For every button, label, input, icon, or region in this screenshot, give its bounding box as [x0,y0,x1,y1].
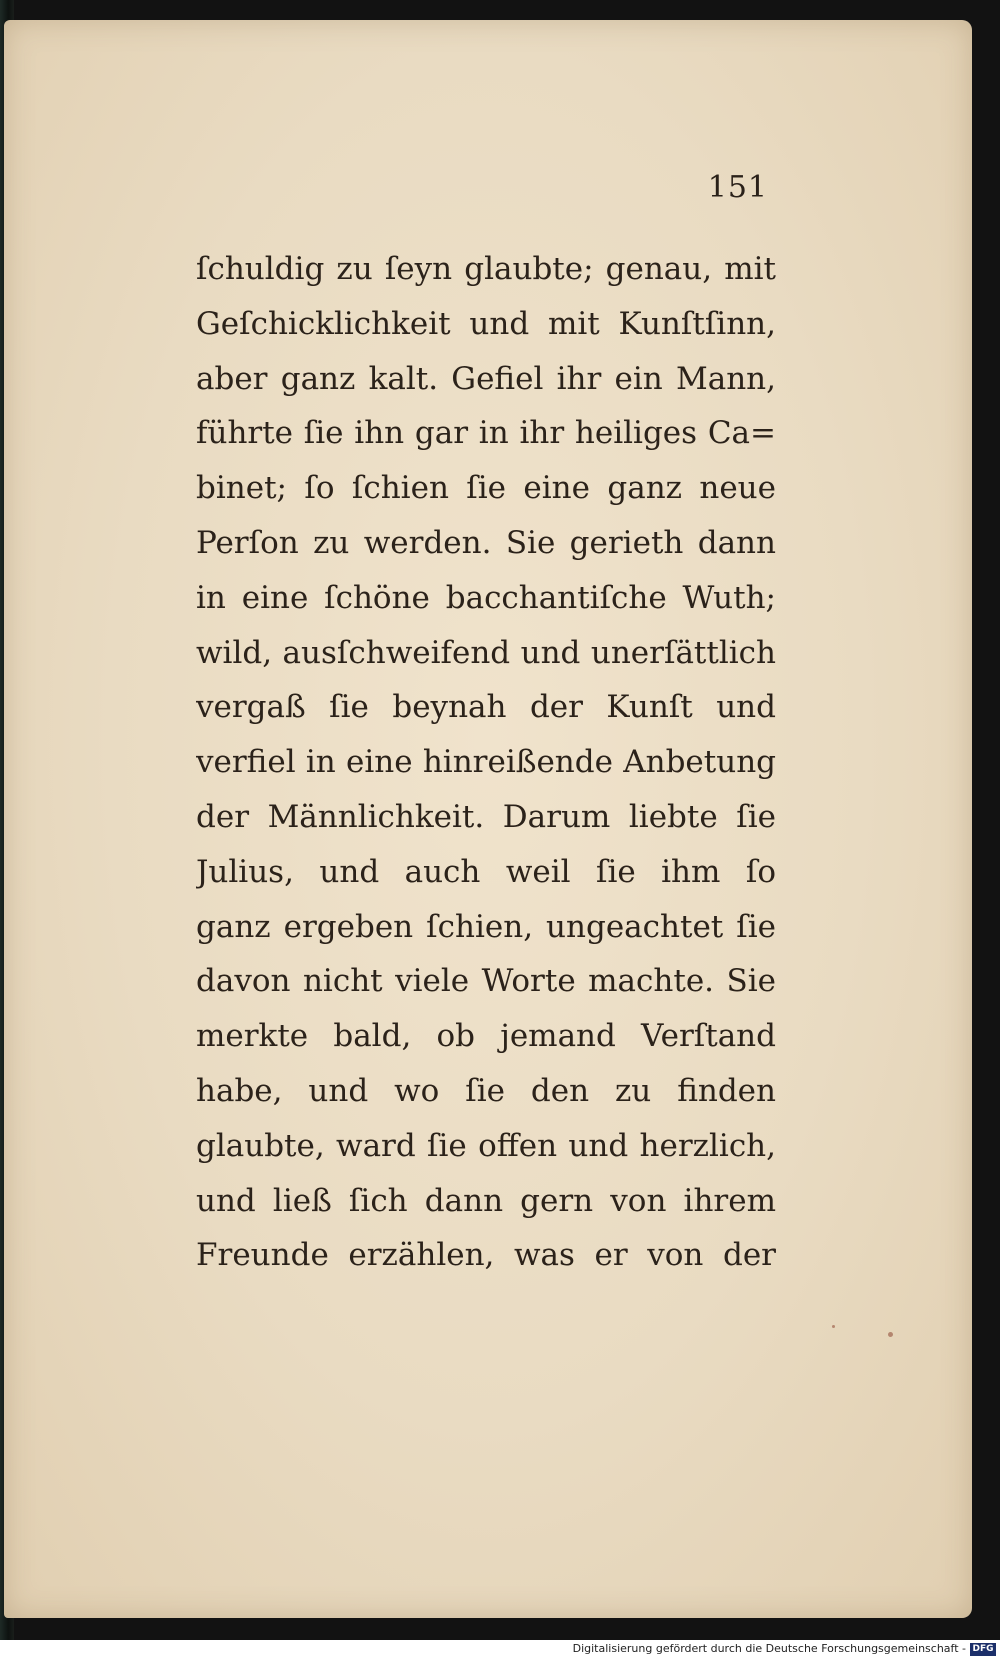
paper-stain [832,1325,835,1328]
digitization-credit: Digitalisierung gefördert durch die Deutsche Forschungsgemeinschaft - [572,1642,966,1655]
page-number: 151 [707,170,768,205]
text-line: in eine ſchöne bacchantiſche Wuth; [196,579,776,616]
text-line: vergaß ſie beynah der Kunſt und [196,689,776,726]
text-line: glaubte, ward ſie offen und herzlich, [196,1127,776,1164]
paper-stain [888,1332,893,1337]
text-line: Perſon zu werden. Sie gerieth dann [196,524,776,561]
text-line: der Männlichkeit. Darum liebte ſie [196,798,776,835]
text-line: und ließ ſich dann gern von ihrem [196,1182,776,1219]
text-line: Julius, und auch weil ſie ihm ſo [196,853,776,890]
text-line: aber ganz kalt. Gefiel ihr ein Mann, [196,360,776,397]
body-text [196,242,776,1283]
text-line: habe, und wo ſie den zu finden [196,1072,776,1109]
dfg-logo: DFG [970,1643,996,1656]
text-line: wild, ausſchweifend und unerſättlich [196,634,776,671]
text-line: davon nicht viele Worte machte. Sie [196,963,776,1000]
text-line: verfiel in eine hinreißende Anbetung [196,744,776,781]
text-line: führte ſie ihn gar in ihr heiliges Ca= [196,415,776,452]
text-line: merkte bald, ob jemand Verſtand [196,1018,776,1055]
text-line: ſchuldig zu ſeyn glaubte; genau, mit [196,251,776,287]
text-line: Freunde erzählen, was er von der [196,1237,776,1274]
text-line: ganz ergeben ſchien, ungeachtet ſie [196,908,776,945]
text-line: binet; ſo ſchien ſie eine ganz neue [196,470,776,507]
text-line: Geſchicklichkeit und mit Kunſtſinn, [196,305,776,342]
